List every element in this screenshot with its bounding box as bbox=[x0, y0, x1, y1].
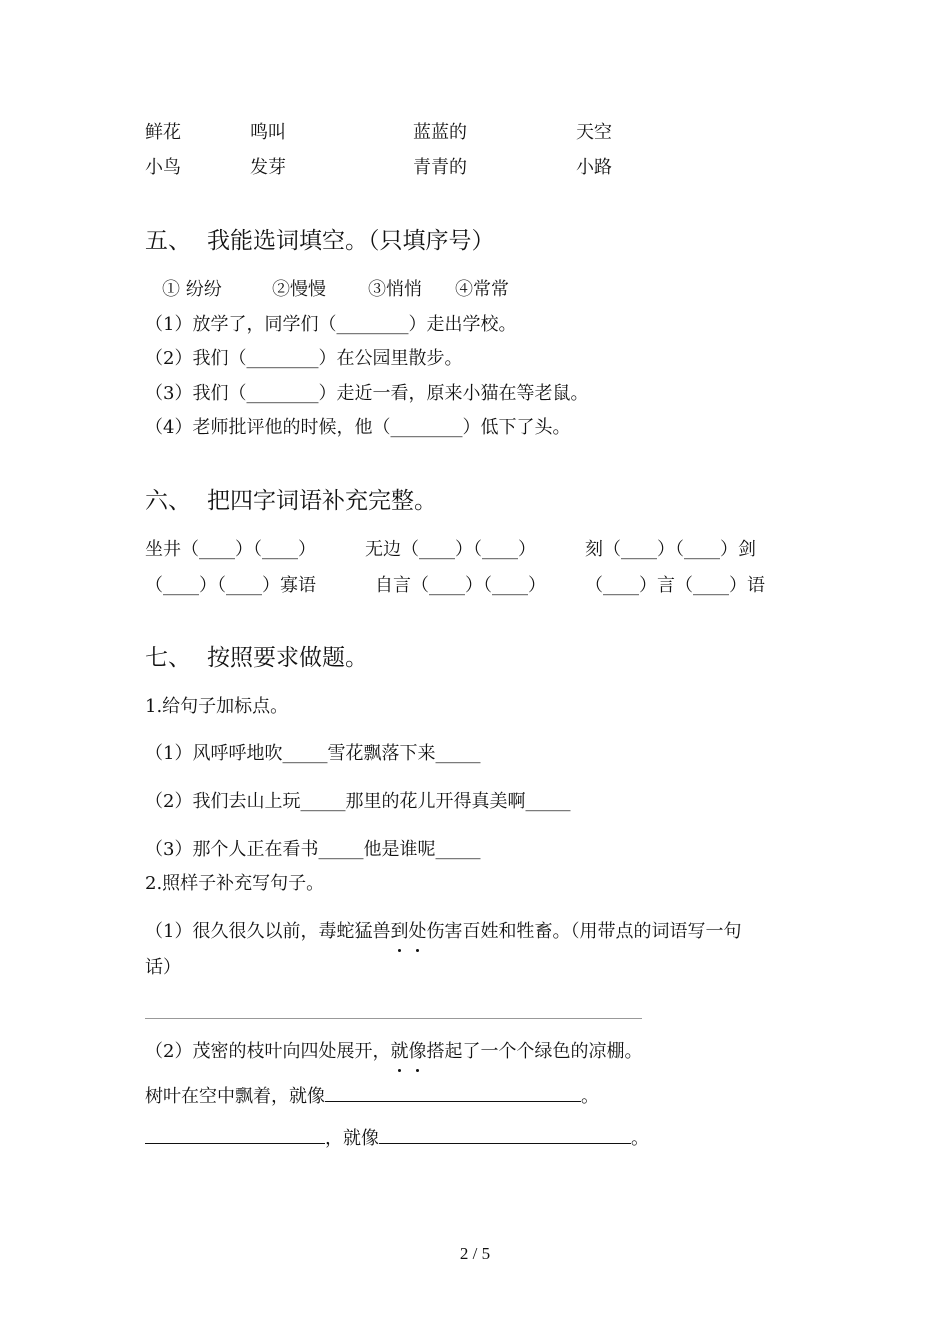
write-line-2-end: 。 bbox=[631, 1128, 649, 1149]
sentence-2 bbox=[145, 1040, 642, 1064]
blank-line bbox=[325, 1084, 581, 1102]
dotted-char: 像 bbox=[408, 1041, 427, 1062]
idiom-blank: （____）（____）寡语 bbox=[145, 575, 316, 596]
write-line-1 bbox=[145, 1084, 599, 1109]
pair-word: 小路 bbox=[576, 157, 612, 178]
blank-line bbox=[379, 1126, 631, 1144]
idiom-blank: 刻（____）（____）剑 bbox=[585, 539, 756, 560]
sentence-2-pre: （2）茂密的枝叶向四处展开， bbox=[145, 1041, 391, 1062]
blank-line bbox=[145, 1126, 325, 1144]
section-6-number: 六、 bbox=[145, 488, 191, 514]
fill-item: （2）我们（________）在公园里散步。 bbox=[145, 348, 463, 369]
write-line-1-pre: 树叶在空中飘着，就像 bbox=[145, 1086, 325, 1107]
section-5-title: 我能选词填空。（只填序号） bbox=[207, 228, 495, 254]
fill-item: （3）我们（________）走近一看，原来小猫在等老鼠。 bbox=[145, 383, 589, 404]
fill-item: （1）放学了，同学们（________）走出学校。 bbox=[145, 314, 517, 335]
pair-word: 鲜花 bbox=[145, 122, 181, 143]
idiom-blank: 坐井（____）（____） bbox=[145, 539, 316, 560]
pair-word: 鸣叫 bbox=[250, 122, 286, 143]
section-5-number: 五、 bbox=[145, 228, 191, 254]
section-6-heading bbox=[145, 486, 437, 516]
pair-word: 青青的 bbox=[413, 157, 467, 178]
option-3: ③悄悄 bbox=[368, 279, 422, 300]
sentence-2-post: 搭起了一个个绿色的凉棚。 bbox=[426, 1041, 643, 1062]
punctuation-item: （2）我们去山上玩_____那里的花儿开得真美啊_____ bbox=[145, 791, 571, 812]
dotted-char: 就 bbox=[390, 1041, 409, 1062]
pair-word: 小鸟 bbox=[145, 157, 181, 178]
idiom-blank: 无边（____）（____） bbox=[365, 539, 536, 560]
sentence-1-post: 伤害百姓和牲畜。（用带点的词语写一句 bbox=[426, 921, 742, 942]
section-7-title: 按照要求做题。 bbox=[207, 645, 368, 671]
dotted-char: 处 bbox=[408, 921, 427, 942]
sentence-1-pre: （1）很久很久以前，毒蛇猛兽 bbox=[145, 921, 391, 942]
fill-item: （4）老师批评他的时候，他（________）低下了头。 bbox=[145, 417, 571, 438]
dotted-char: 到 bbox=[390, 921, 409, 942]
section-7-heading bbox=[145, 643, 368, 673]
punctuation-item: （3）那个人正在看书_____他是谁呢_____ bbox=[145, 839, 481, 860]
write-line-2 bbox=[145, 1126, 649, 1151]
idiom-blank: （____）言（____）语 bbox=[585, 575, 765, 596]
option-4: ④常常 bbox=[455, 279, 509, 300]
idiom-blank: 自言（____）（____） bbox=[375, 575, 546, 596]
pair-word: 发芽 bbox=[250, 157, 286, 178]
sentence-1 bbox=[145, 920, 741, 944]
sentence-1-wrap: 话） bbox=[145, 957, 181, 978]
punctuation-item: （1）风呼呼地吹_____雪花飘落下来_____ bbox=[145, 743, 481, 764]
question-2-label: 2.照样子补充写句子。 bbox=[145, 873, 325, 894]
option-1: ① 纷纷 bbox=[162, 279, 222, 300]
write-line-2-mid: ，就像 bbox=[325, 1128, 379, 1149]
section-5-heading bbox=[145, 226, 495, 256]
pair-word: 蓝蓝的 bbox=[413, 122, 467, 143]
answer-line bbox=[145, 1018, 642, 1019]
page-number: 2 / 5 bbox=[459, 1244, 491, 1263]
pair-word: 天空 bbox=[576, 122, 612, 143]
option-2: ②慢慢 bbox=[272, 279, 326, 300]
write-line-1-end: 。 bbox=[581, 1086, 599, 1107]
question-1-label: 1.给句子加标点。 bbox=[145, 696, 289, 717]
section-7-number: 七、 bbox=[145, 645, 191, 671]
section-6-title: 把四字词语补充完整。 bbox=[207, 488, 437, 514]
